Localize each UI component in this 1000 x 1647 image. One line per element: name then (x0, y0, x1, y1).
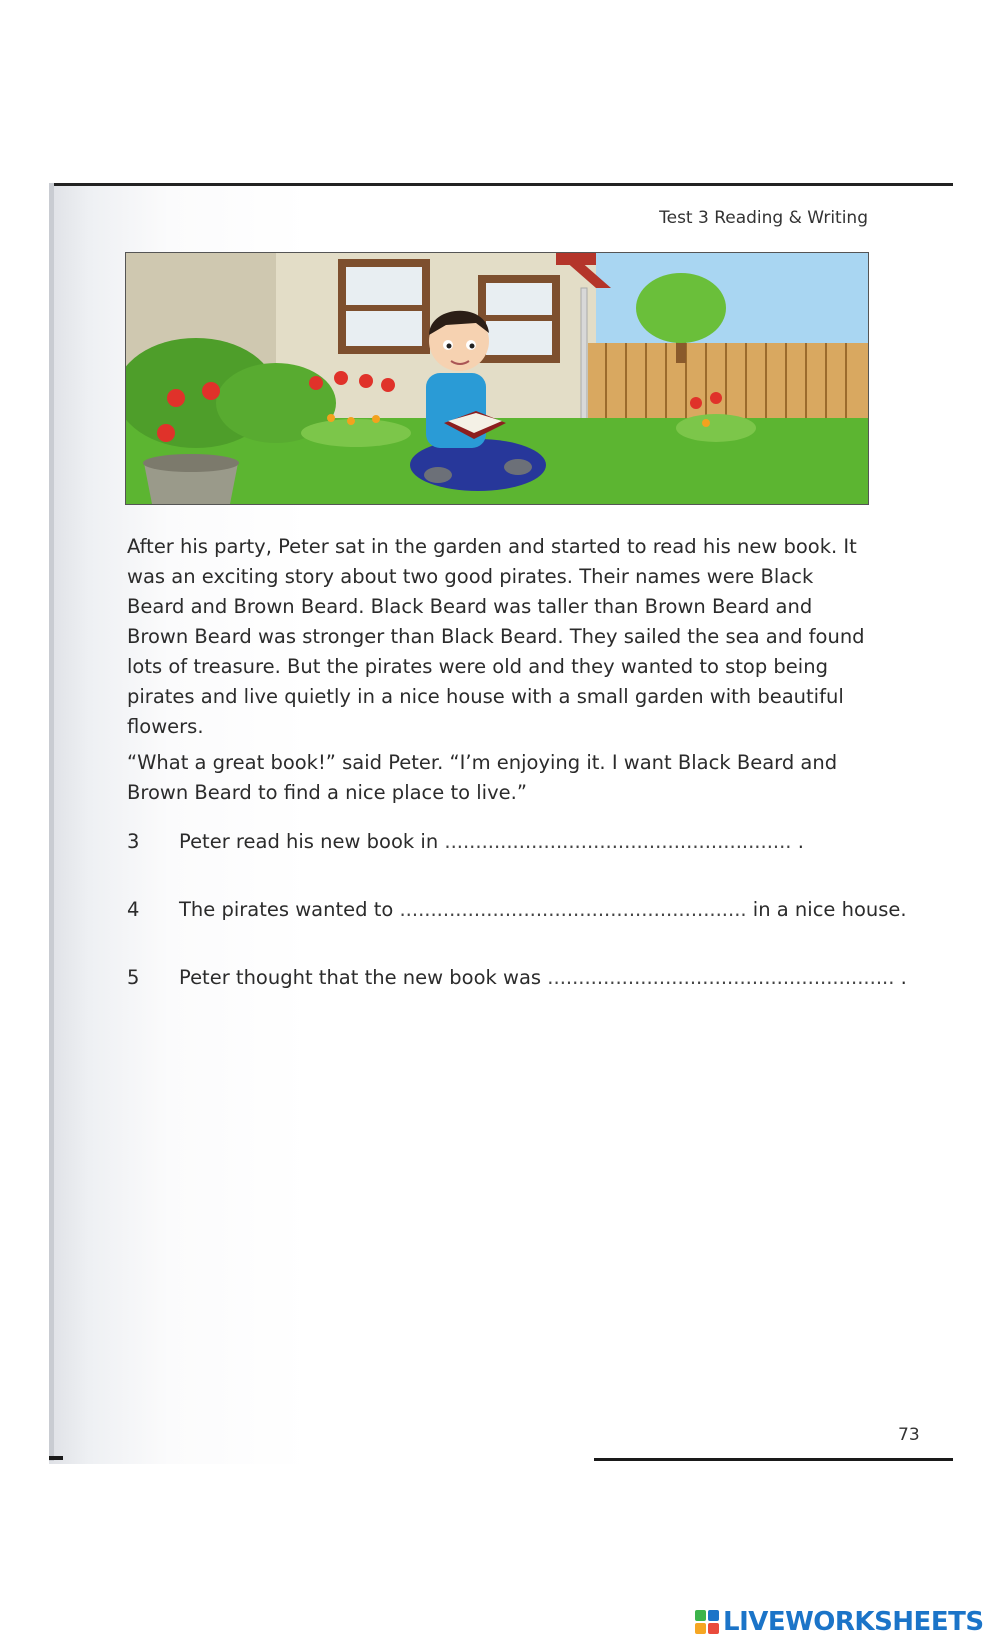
question-text-end: . (791, 830, 804, 853)
liveworksheets-logo-icon (694, 1609, 720, 1635)
answer-blank-3[interactable]: ........................................................ (444, 830, 792, 853)
reading-passage (127, 532, 867, 814)
question-number: 3 (127, 830, 140, 853)
passage-paragraph-2: “What a great book!” said Peter. “I’m enjoying it. I want Black Beard and Brown Beard to find a nice place to live.” (127, 751, 838, 804)
question-text-end: . (894, 966, 907, 989)
page-bottom-edge (594, 1458, 953, 1461)
page-bottom-edge-left (49, 1456, 63, 1460)
answer-blank-5[interactable]: ........................................................ (547, 966, 895, 989)
question-number: 4 (127, 898, 140, 921)
answer-blank-4[interactable]: ........................................................ (399, 898, 747, 921)
question-text: Peter thought that the new book was (179, 966, 548, 989)
question-5 (127, 966, 907, 989)
question-4 (127, 898, 907, 921)
running-header: Test 3 Reading & Writing (659, 208, 868, 228)
question-text-end: in a nice house. (746, 898, 907, 921)
liveworksheets-brand (694, 1605, 984, 1639)
garden-scene-image (126, 253, 868, 504)
question-3 (127, 830, 867, 853)
question-text: The pirates wanted to (179, 898, 400, 921)
garden-illustration (125, 252, 869, 505)
brand-wordmark: LIVEWORKSHEETS (723, 1607, 984, 1637)
question-number: 5 (127, 966, 140, 989)
question-text: Peter read his new book in (179, 830, 445, 853)
passage-paragraph-1: After his party, Peter sat in the garden and started to read his new book. It was an exciting story about two good pirates. Their names were Black Beard and Brown Beard. Black Beard was taller than Brown Beard and Brown Beard was stronger than Black Beard. They sailed the sea and found lots of treasure. But the pirates were old and they wanted to stop being pirates and live quietly in a nice house with a small garden with beautiful flowers. (127, 535, 865, 738)
page-number: 73 (898, 1425, 920, 1445)
page-spine-shadow (49, 183, 54, 1461)
